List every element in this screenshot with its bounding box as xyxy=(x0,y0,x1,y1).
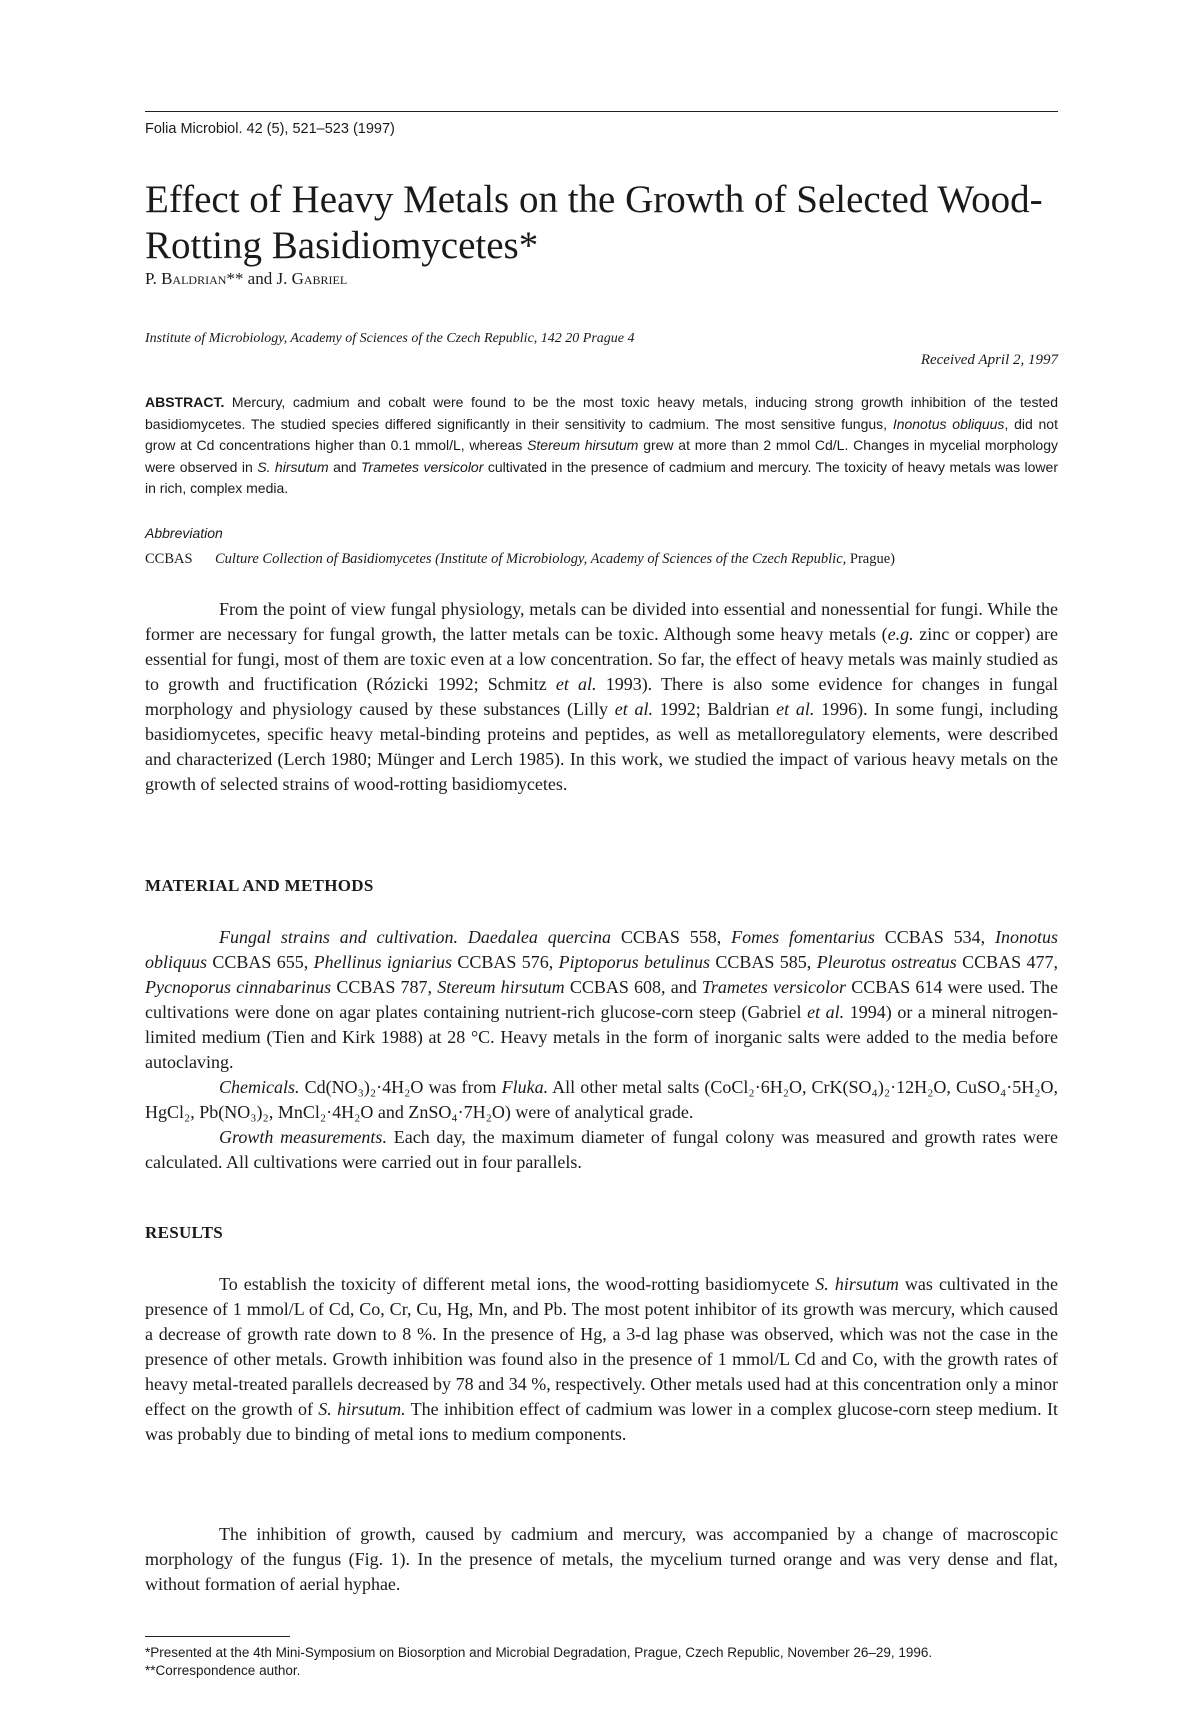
methods-chemicals-paragraph xyxy=(145,1075,1058,1125)
header-rule xyxy=(145,111,1058,112)
abstract xyxy=(145,392,1058,500)
body-text: 1992; Baldrian xyxy=(652,699,777,719)
body-text: CCBAS 576, xyxy=(452,952,559,972)
body-text: CCBAS 585, xyxy=(710,952,817,972)
author-2-initial: J. xyxy=(276,269,292,288)
results-paragraph-2: The inhibition of growth, caused by cadmium and mercury, was accompanied by a change of macroscopic morphology of the fungus (Fig. 1). In the presence of metals, the mycelium turned orange and was very dense and flat, without formation of aerial hyphae. xyxy=(145,1524,1058,1594)
species-name: Piptoporus betulinus xyxy=(558,952,711,972)
species-name: Inonotus obliquus xyxy=(145,927,1059,972)
body-text: was cultivated in the presence of 1 mmol/L of Cd, Co, Cr, Cu, Hg, Mn, and Pb. The most potent inhibitor of its growth was mercury, which caused a decrease of growth rate down to 8 %. In the presence of Hg, a 3-d lag phase was observed, which was not the case in the presence of other metals. Growth inhibition was found also in the presence of 1 mmol/L Cd and Co, with the growth rates of heavy metal-treated parallels decreased by 78 and 34 %, respectively. Other metals used had at this concentration only a minor effect on the growth of xyxy=(145,1274,1058,1419)
run-in-heading: Growth measurements. xyxy=(219,1127,387,1147)
abstract-text: grew at more than 2 mmol Cd/L. Changes in mycelial morphology were observed in xyxy=(145,437,1059,475)
body-text: 1993). There is also some evidence for changes in fungal morphology and physiology caused by these substances (Lilly xyxy=(145,674,1058,719)
results-paragraph-1 xyxy=(145,1272,1058,1447)
species-name: S. hirsutum. xyxy=(318,1399,406,1419)
author-2-surname: Gabriel xyxy=(291,269,348,288)
body-text: The inhibition effect of cadmium was lower in a complex glucose-corn steep medium. It was probably due to binding of metal ions to medium components. xyxy=(145,1399,1059,1444)
body-text: zinc or copper) are essential for fungi, most of them are toxic even at a low concentration. So far, the effect of heavy metals was mainly studied as to growth and fructification (Rózicki 1992; Schmitz xyxy=(145,624,1058,694)
abstract-label: ABSTRACT. xyxy=(145,394,225,410)
footnote-presented: *Presented at the 4th Mini-Symposium on Biosorption and Microbial Degradation, Prague, Czech Republic, November 26–29, 1996. xyxy=(145,1645,933,1660)
footnote-rule xyxy=(145,1636,290,1637)
body-italic: e.g. xyxy=(887,624,914,644)
body-text: From the point of view fungal physiology, metals can be divided into essential and nonessential for fungi. While the former are necessary for fungal growth, the latter metals can be toxic. Although some heavy metals ( xyxy=(145,599,1058,644)
body-text: Each day, the maximum diameter of fungal colony was measured and growth rates were calculated. All cultivations were carried out in four parallels. xyxy=(145,1127,1059,1172)
body-text: CCBAS 655, xyxy=(207,952,314,972)
run-in-heading: Chemicals. xyxy=(219,1077,300,1097)
author-conjunction: and xyxy=(243,269,277,288)
intro-paragraph xyxy=(145,597,1058,797)
species-name: Stereum hirsutum xyxy=(527,437,639,453)
species-name: S. hirsutum xyxy=(815,1274,899,1294)
species-name: Stereum hirsutum xyxy=(437,977,565,997)
species-name: Daedalea quercina xyxy=(467,927,612,947)
species-name: S. hirsutum xyxy=(257,458,329,475)
body-text: CCBAS 787, xyxy=(331,977,438,997)
body-text: CCBAS 477, xyxy=(956,952,1058,972)
abbreviation-row xyxy=(145,551,895,568)
abbreviation-definition xyxy=(215,551,895,568)
body-text: All other metal salts (CoCl₂·6H₂O, CrK(SO₄)₂·12H₂O, CuSO₄·5H₂O, HgCl₂, Pb(NO₃)₂, MnCl₂·4H₂O and ZnSO₄·7H₂O) were of analytical grade. xyxy=(145,1077,1058,1122)
abbreviation-key: CCBAS xyxy=(145,551,193,567)
received-date: Received April 2, 1997 xyxy=(920,352,1058,368)
body-text: Cd(NO₃)₂·4H₂O was from xyxy=(299,1077,502,1097)
body-text: CCBAS 558, xyxy=(611,927,732,947)
body-italic: et al. xyxy=(555,674,597,694)
abstract-text: Mercury, cadmium and cobalt were found to be the most toxic heavy metals, inducing strong growth inhibition of the tested basidiomycetes. The studied species differed significantly in their sensitivity to cadmium. The most sensitive fungus, xyxy=(145,394,1058,432)
body-italic: et al. xyxy=(776,699,815,719)
body-text: CCBAS 534, xyxy=(874,927,996,947)
species-name: Pycnoporus cinnabarinus xyxy=(145,977,332,997)
affiliation: Institute of Microbiology, Academy of Sciences of the Czech Republic, 142 20 Prague 4 xyxy=(145,331,635,346)
journal-reference: Folia Microbiol. 42 (5), 521–523 (1997) xyxy=(145,121,395,137)
body-italic: Fluka. xyxy=(501,1077,549,1097)
section-heading-methods: MATERIAL AND METHODS xyxy=(145,876,374,895)
section-heading-results: RESULTS xyxy=(145,1223,224,1242)
body-text: 1996). In some fungi, including basidiomycetes, specific heavy metal-binding proteins and peptides, as well as metalloregulatory elements, were described and characterized (Lerch 1980; Münger and Lerch 1985). In this work, we studied the impact of various heavy metals on the growth of selected strains of wood-rotting basidiomycetes. xyxy=(145,699,1058,794)
body-text: CCBAS 614 were used. The cultivations were done on agar plates containing nutrient-rich glucose-corn steep (Gabriel xyxy=(145,977,1059,1022)
author-line xyxy=(145,269,347,289)
species-name: Inonotus obliquus xyxy=(892,415,1005,432)
body-text: To establish the toxicity of different metal ions, the wood-rotting basidiomycete xyxy=(219,1274,816,1294)
abbreviation-city: Prague) xyxy=(849,551,895,567)
body-text: CCBAS 608, and xyxy=(564,977,702,997)
author-1-mark: ** xyxy=(226,269,244,288)
abbreviation-heading: Abbreviation xyxy=(145,525,223,541)
body-text: 1994) or a mineral nitrogen-limited medium (Tien and Kirk 1988) at 28 °C. Heavy metals in the form of inorganic salts were added to the media before autoclaving. xyxy=(145,1002,1058,1072)
abbreviation-text: Culture Collection of Basidiomycetes (Institute of Microbiology, Academy of Sciences of the Czech Republic, xyxy=(215,551,850,567)
body-italic: et al. xyxy=(807,1002,845,1022)
species-name: Fomes fomentarius xyxy=(731,927,875,947)
species-name: Phellinus igniarius xyxy=(313,952,453,972)
abstract-text: cultivated in the presence of cadmium and mercury. The toxicity of heavy metals was lower in rich, complex media. xyxy=(145,458,1058,496)
run-in-heading: Fungal strains and cultivation. xyxy=(219,927,459,947)
species-name: Trametes versicolor xyxy=(701,977,847,997)
author-1-initial: P. xyxy=(145,269,162,288)
paper-title: Effect of Heavy Metals on the Growth of Selected Wood-Rotting Basidiomycetes* xyxy=(145,178,1043,267)
author-1-surname: Baldrian xyxy=(161,269,227,288)
methods-strains-paragraph xyxy=(145,925,1058,1075)
abstract-text: and xyxy=(328,458,361,475)
methods-growth-paragraph xyxy=(145,1125,1058,1175)
footnote-correspondence: **Correspondence author. xyxy=(145,1663,301,1678)
abstract-text: , did not grow at Cd concentrations higher than 0.1 mmol/L, whereas xyxy=(145,415,1058,453)
species-name: Pleurotus ostreatus xyxy=(816,952,957,972)
species-name: Trametes versicolor xyxy=(360,458,484,475)
body-italic: et al. xyxy=(614,699,653,719)
